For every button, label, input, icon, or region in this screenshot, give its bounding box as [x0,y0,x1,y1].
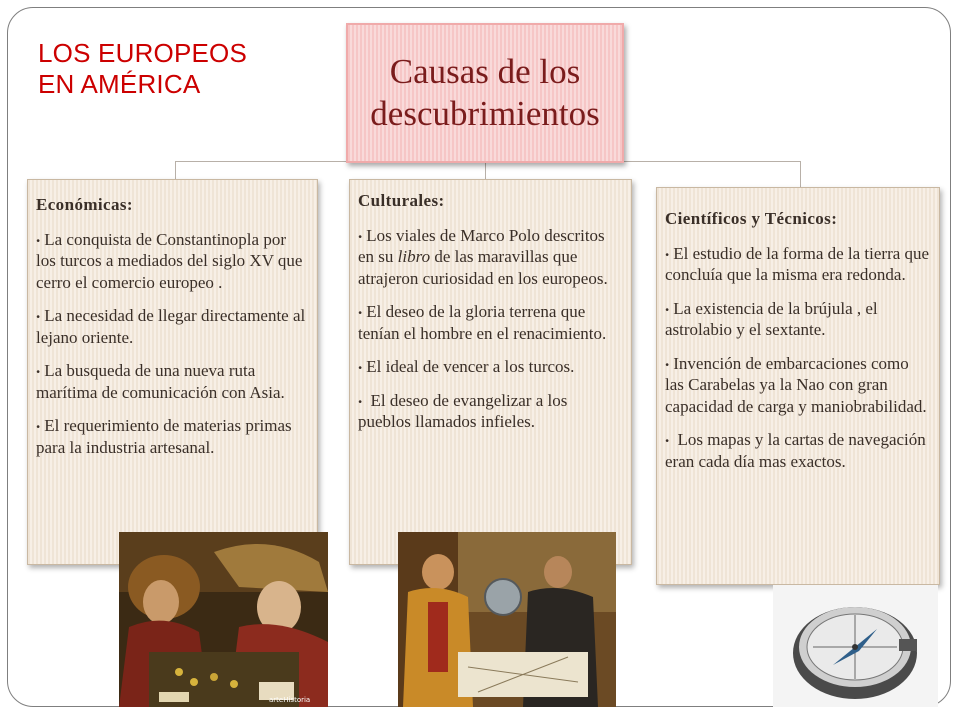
bullet-icon: . [36,413,41,432]
bullet-icon: . [358,354,363,373]
list-item: . La existencia de la brújula , el astrolabio y el sextante. [665,295,878,339]
list-item: . La busqueda de una nueva ruta marítima de comunicación con Asia. [36,358,285,402]
main-topic-box [346,23,624,163]
bullet-icon: . [665,350,670,370]
bullet-icon: . [358,222,363,242]
card-cientificos [656,187,940,585]
bullet-icon: . [36,226,41,246]
list-item: . Los viales de Marco Polo descritos en su libro de las maravillas que atrajeron curiosidad en los europeos. [358,222,608,288]
compass-icon [773,585,938,707]
card-economicas [27,179,318,565]
navigators-painting-image [398,532,616,707]
title-line-2: EN AMÉRICA [38,69,201,99]
list-item: . La necesidad de llegar directamente al lejano oriente. [36,303,306,347]
bullet-icon: . [358,299,363,318]
bullet-icon: . [36,358,41,377]
bullet-icon: . [665,295,670,315]
list-item: . El estudio de la forma de la tierra que concluía que la misma era redonda. [665,240,930,284]
bullet-icon: . [665,427,670,446]
bullet-icon: . [358,387,363,407]
moneychanger-painting-image [119,532,328,707]
slide-title [38,38,298,100]
main-topic-line-2: descubrimientos [370,94,600,133]
card-culturales [349,179,632,565]
card-culturales-heading: Culturales: [358,191,445,210]
list-item: . Los mapas y la cartas de navegación eran cada día mas exactos. [665,427,926,471]
connector-left [175,161,176,179]
list-item: . La conquista de Constantinopla por los turcos a mediados del siglo XV que cerro el comercio europeo . [36,226,303,292]
list-item: . Invención de embarcaciones como las Carabelas ya la Nao con gran capacidad de carga y maniobrabilidad. [665,350,927,416]
list-item: . El deseo de la gloria terrena que tenían el hombre en el renacimiento. [358,299,607,343]
navigators-scene-icon [398,532,616,707]
connector-right [800,161,801,187]
list-item: . El ideal de vencer a los turcos. [358,354,575,376]
list-item: . El deseo de evangelizar a los pueblos llamados infieles. [358,387,568,431]
painting-watermark: arteHistoria [269,696,311,704]
list-item: . El requerimiento de materias primas para la industria artesanal. [36,413,292,457]
title-line-1: LOS EUROPEOS [38,38,248,68]
card-economicas-heading: Económicas: [36,195,133,214]
moneychanger-scene-icon [119,532,328,707]
bullet-icon: . [36,303,41,322]
main-topic-line-1: Causas de los [389,52,581,91]
compass-image [773,585,938,707]
connector-center [485,161,486,179]
bullet-icon: . [665,240,670,260]
card-cientificos-heading: Científicos y Técnicos: [665,209,838,228]
